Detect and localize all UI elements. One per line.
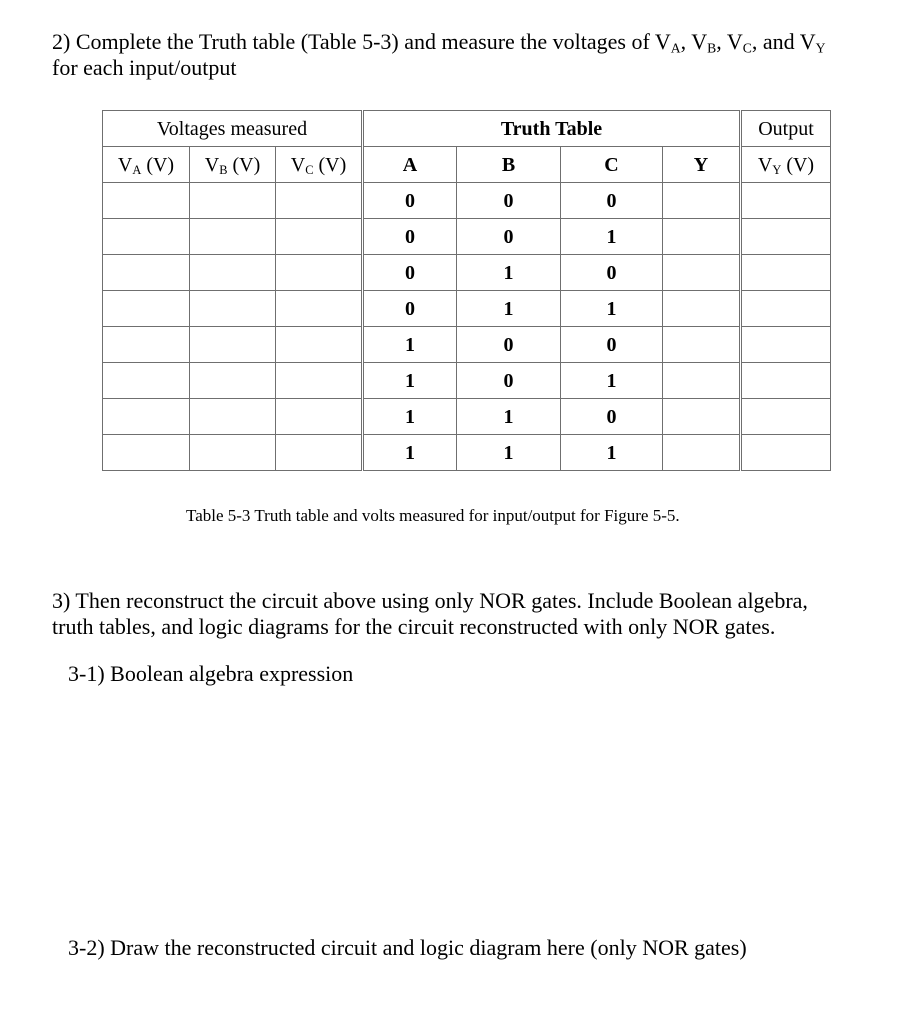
cell-c: 0	[561, 183, 663, 219]
col-b: B	[457, 147, 561, 183]
cell-b: 1	[457, 399, 561, 435]
col-vy: $V_Y$ (V)	[741, 147, 831, 183]
question-3-2: 3-2) Draw the reconstructed circuit and logic diagram here (only NOR gates)	[68, 935, 747, 960]
cell-a: 0	[363, 291, 457, 327]
cell-vy[interactable]	[741, 327, 831, 363]
cell-vc[interactable]	[276, 219, 363, 255]
group-voltages-measured: Voltages measured	[103, 111, 363, 147]
col-c: C	[561, 147, 663, 183]
cell-y[interactable]	[663, 291, 741, 327]
group-truth-table: Truth Table	[363, 111, 741, 147]
cell-a: 1	[363, 435, 457, 471]
cell-c: 1	[561, 435, 663, 471]
col-y: Y	[663, 147, 741, 183]
cell-a: 1	[363, 327, 457, 363]
cell-vb[interactable]	[190, 363, 276, 399]
table-row	[103, 363, 831, 399]
question-3-line-1: 3) Then reconstruct the circuit above using only NOR gates. Include Boolean algebra,	[52, 588, 808, 613]
question-2-line-1: 2) Complete the Truth table (Table 5-3) and measure the voltages of $V_A$, $V_B$, $V_C$, and $V_Y$	[52, 29, 826, 56]
cell-vy[interactable]	[741, 399, 831, 435]
cell-vb[interactable]	[190, 327, 276, 363]
cell-vy[interactable]	[741, 183, 831, 219]
col-vc: $V_C$ (V)	[276, 147, 363, 183]
cell-b: 1	[457, 435, 561, 471]
cell-va[interactable]	[103, 291, 190, 327]
cell-vc[interactable]	[276, 363, 363, 399]
col-a: A	[363, 147, 457, 183]
table-row	[103, 255, 831, 291]
group-output: Output	[741, 111, 831, 147]
cell-va[interactable]	[103, 183, 190, 219]
cell-c: 1	[561, 363, 663, 399]
question-3-line-2: truth tables, and logic diagrams for the circuit reconstructed with only NOR gates.	[52, 614, 776, 639]
cell-va[interactable]	[103, 327, 190, 363]
table-group-header-row	[103, 111, 831, 147]
table-row	[103, 291, 831, 327]
table-row	[103, 435, 831, 471]
cell-b: 0	[457, 219, 561, 255]
cell-y[interactable]	[663, 219, 741, 255]
table-caption: Table 5-3 Truth table and volts measured for input/output for Figure 5-5.	[186, 506, 680, 525]
cell-vc[interactable]	[276, 255, 363, 291]
cell-a: 1	[363, 399, 457, 435]
cell-vy[interactable]	[741, 219, 831, 255]
question-3-1: 3-1) Boolean algebra expression	[68, 661, 354, 686]
cell-c: 1	[561, 291, 663, 327]
cell-vb[interactable]	[190, 399, 276, 435]
cell-a: 0	[363, 255, 457, 291]
cell-va[interactable]	[103, 219, 190, 255]
cell-a: 0	[363, 219, 457, 255]
cell-y[interactable]	[663, 435, 741, 471]
col-vb: $V_B$ (V)	[190, 147, 276, 183]
cell-c: 0	[561, 327, 663, 363]
question-2	[52, 29, 892, 81]
cell-vy[interactable]	[741, 255, 831, 291]
table-column-header-row	[103, 147, 831, 183]
cell-va[interactable]	[103, 399, 190, 435]
cell-y[interactable]	[663, 183, 741, 219]
cell-a: 1	[363, 363, 457, 399]
cell-b: 1	[457, 255, 561, 291]
cell-b: 0	[457, 183, 561, 219]
cell-a: 0	[363, 183, 457, 219]
cell-va[interactable]	[103, 363, 190, 399]
cell-vb[interactable]	[190, 255, 276, 291]
cell-b: 0	[457, 363, 561, 399]
cell-y[interactable]	[663, 363, 741, 399]
cell-y[interactable]	[663, 255, 741, 291]
cell-c: 1	[561, 219, 663, 255]
cell-y[interactable]	[663, 399, 741, 435]
cell-vy[interactable]	[741, 291, 831, 327]
cell-vc[interactable]	[276, 399, 363, 435]
cell-b: 0	[457, 327, 561, 363]
cell-vc[interactable]	[276, 183, 363, 219]
cell-vb[interactable]	[190, 183, 276, 219]
cell-va[interactable]	[103, 435, 190, 471]
cell-c: 0	[561, 255, 663, 291]
question-2-line-2: for each input/output	[52, 55, 237, 80]
cell-vb[interactable]	[190, 219, 276, 255]
cell-c: 0	[561, 399, 663, 435]
cell-vb[interactable]	[190, 435, 276, 471]
cell-vy[interactable]	[741, 363, 831, 399]
cell-vc[interactable]	[276, 435, 363, 471]
table-row	[103, 183, 831, 219]
table-row	[103, 399, 831, 435]
cell-vb[interactable]	[190, 291, 276, 327]
cell-y[interactable]	[663, 327, 741, 363]
cell-b: 1	[457, 291, 561, 327]
table-row	[103, 219, 831, 255]
cell-vy[interactable]	[741, 435, 831, 471]
question-3	[52, 588, 892, 640]
cell-vc[interactable]	[276, 291, 363, 327]
table-row	[103, 327, 831, 363]
truth-table	[102, 110, 831, 471]
cell-va[interactable]	[103, 255, 190, 291]
col-va: $V_A$ (V)	[103, 147, 190, 183]
cell-vc[interactable]	[276, 327, 363, 363]
